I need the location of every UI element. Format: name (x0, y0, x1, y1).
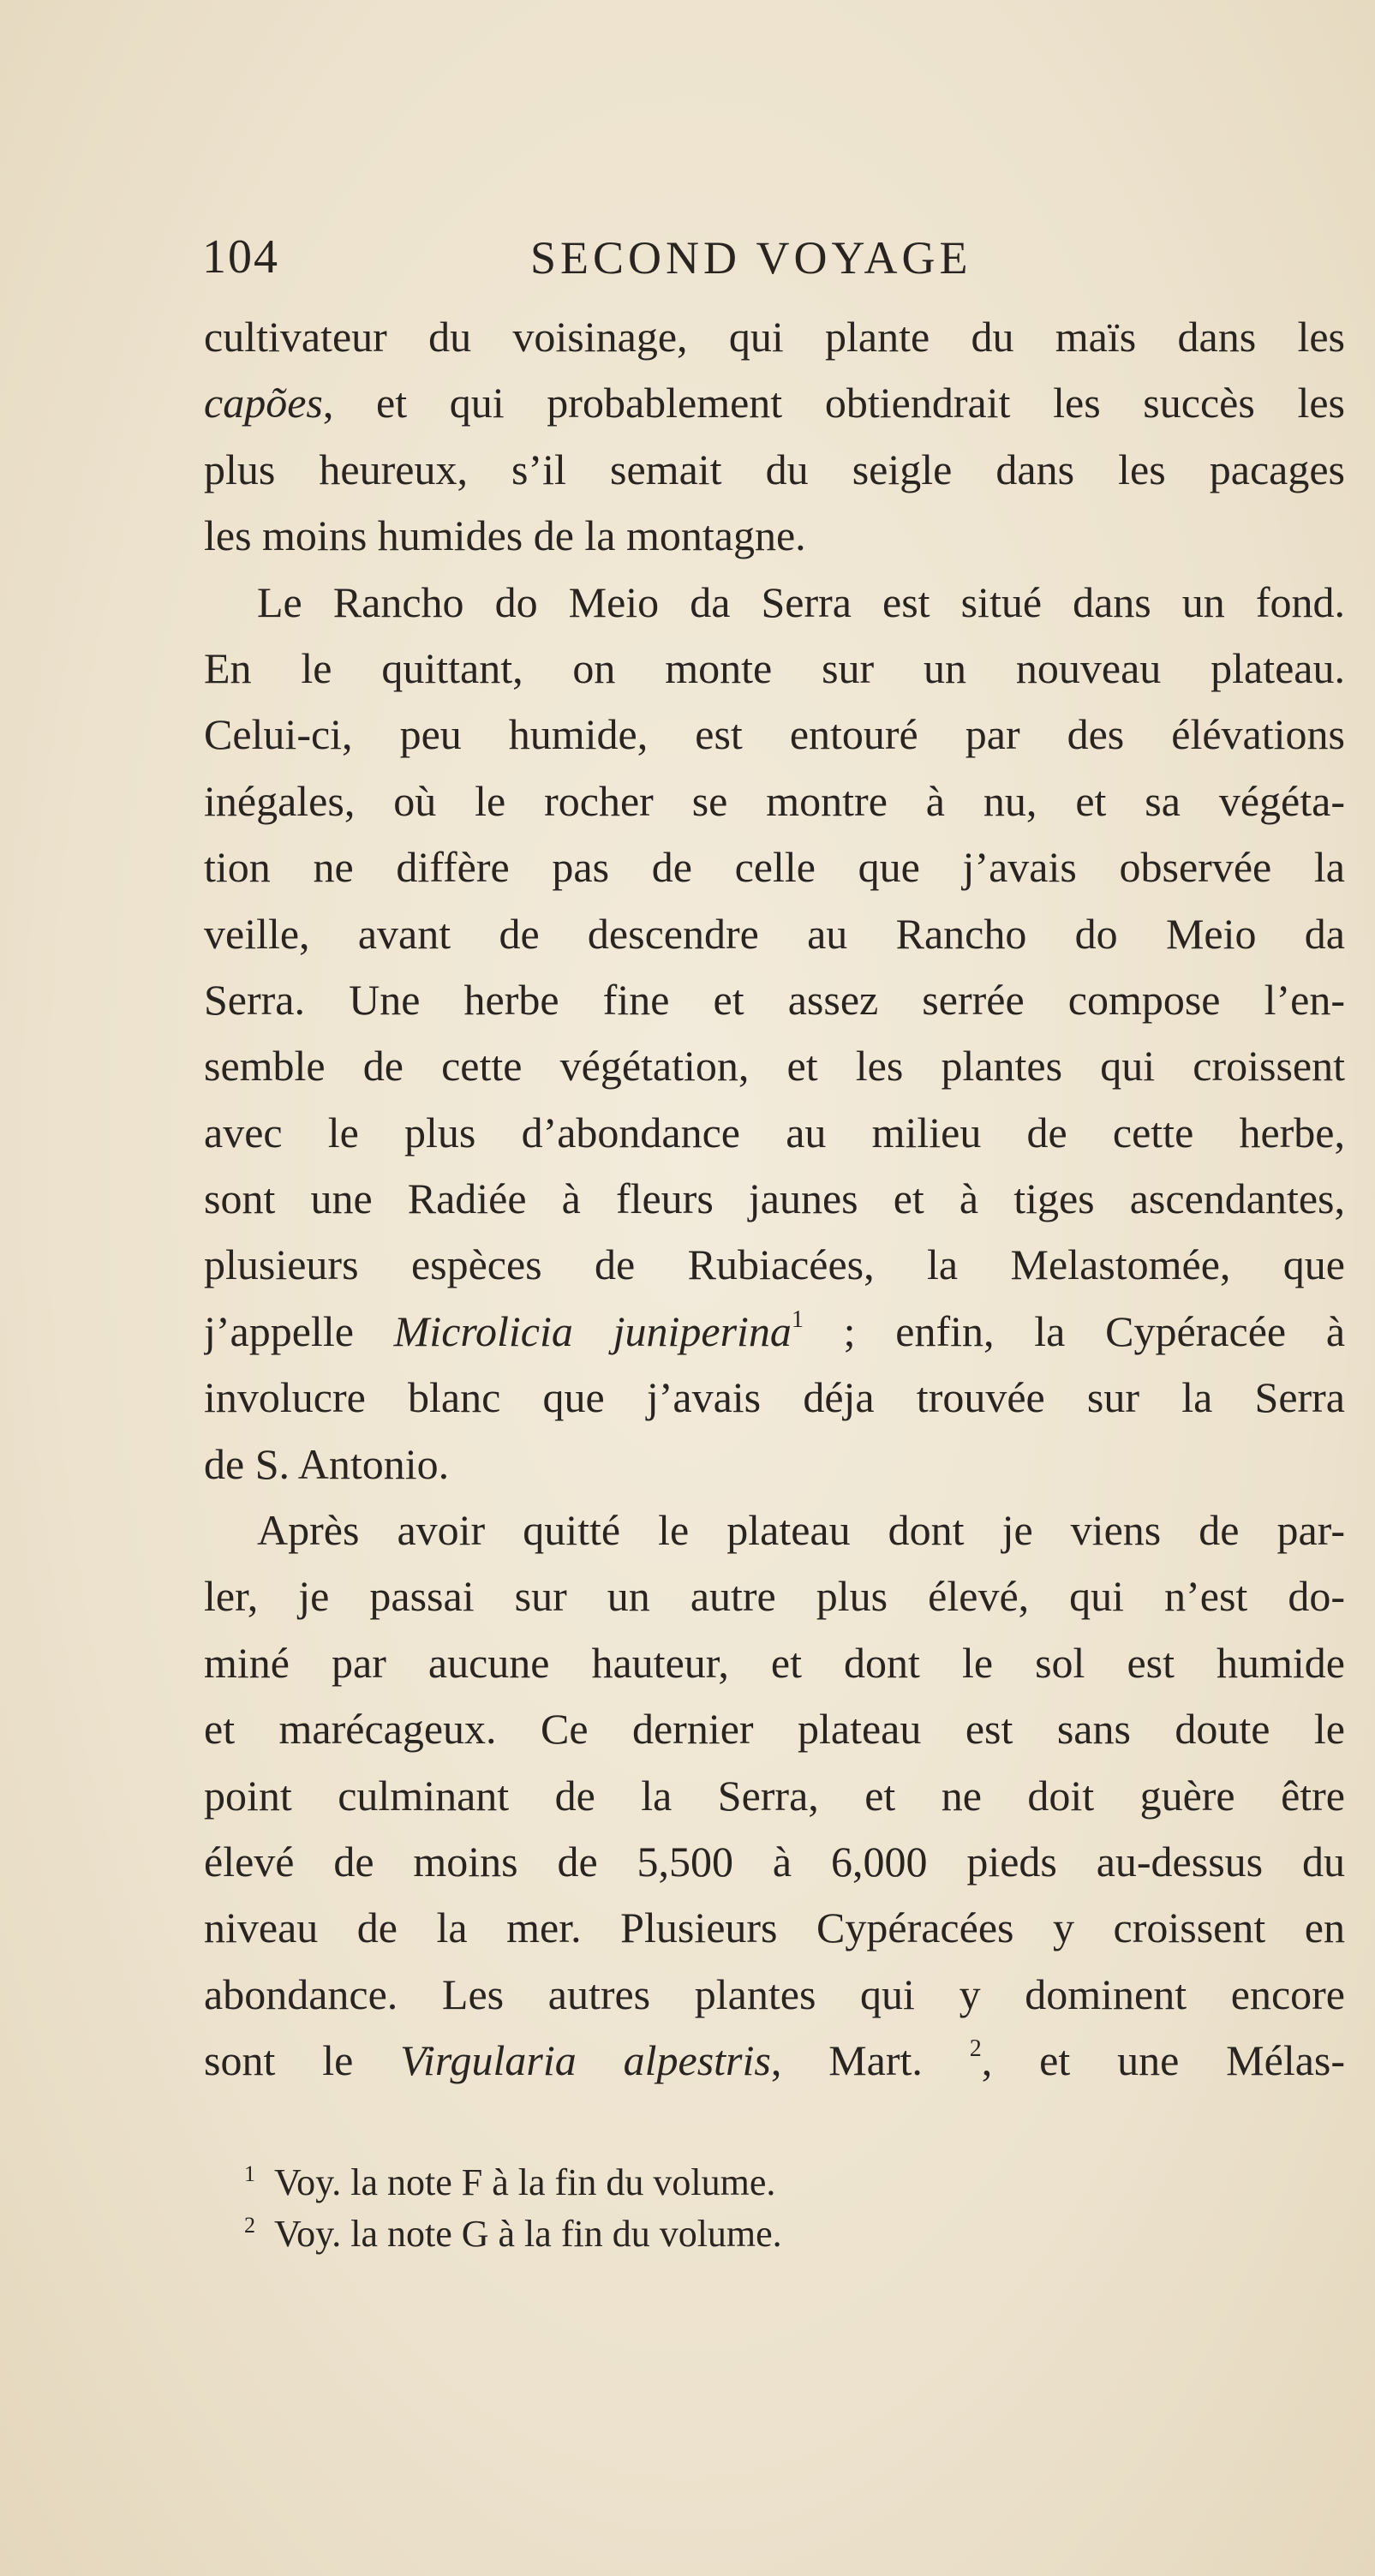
text-line: et marécageux. Ce dernier plateau est sans doute le (204, 1705, 1345, 1754)
paragraph-start: Le Rancho do Meio da Serra est situé dans un fond. (257, 577, 1345, 626)
footnote-reference: 2 (969, 2035, 982, 2063)
footnote-reference: 1 (791, 1306, 804, 1333)
footnotes (244, 2149, 1101, 2255)
text-line: sont une Radiée à fleurs jaunes et à tiges ascendantes, (204, 1174, 1345, 1223)
text-line: miné par aucune hauteur, et dont le sol est humide (204, 1638, 1345, 1687)
text-line: sont le Virgularia alpestris, Mart. $^2$, et une Mélas- (204, 2035, 1345, 2085)
text-line: de S. Antonio. (204, 1439, 450, 1488)
text-line: abondance. Les autres plantes qui y dominent encore (204, 1969, 1345, 2018)
text-line: plusieurs espèces de Rubiacées, la Melastomée, que (204, 1240, 1345, 1289)
page-number: 104 (202, 230, 279, 284)
text-line: élevé de moins de 5,500 à 6,000 pieds au-dessus du (204, 1837, 1345, 1886)
italic-term: capões (204, 379, 323, 427)
footnote-text: Voy. la note F à la fin du volume. (274, 2161, 776, 2203)
text-line: veille, avant de descendre au Rancho do Meio da (204, 909, 1345, 958)
footnote-mark: 2 (244, 2213, 255, 2238)
body-text (204, 304, 1345, 2095)
text-line: les moins humides de la montagne. (204, 511, 806, 560)
text-line: Celui-ci, peu humide, est entouré par des élévations (204, 710, 1345, 759)
text-line: j’appelle Microlicia juniperina$^1$ ; enfin, la Cypéracée à (204, 1306, 1345, 1355)
text-line: plus heureux, s’il semait du seigle dans les pacages (204, 445, 1345, 493)
text-line: avec le plus d’abondance au milieu de cette herbe, (204, 1108, 1345, 1157)
text-line: cultivateur du voisinage, qui plante du maïs dans les (204, 313, 1345, 361)
page-header (202, 230, 1350, 307)
text-line: tion ne diffère pas de celle que j’avais observée la (204, 843, 1345, 892)
text-line: semble de cette végétation, et les plantes qui croissent (204, 1042, 1345, 1091)
footnote-text: Voy. la note G à la fin du volume. (274, 2213, 782, 2255)
text-line: niveau de la mer. Plusieurs Cypéracées y croissent en (204, 1904, 1345, 1952)
text-line: Serra. Une herbe fine et assez serrée compose l’en- (204, 975, 1345, 1024)
footnote (244, 2200, 1101, 2255)
text-line: ler, je passai sur un autre plus élevé, qui n’est do- (204, 1572, 1345, 1621)
text-line: capões, et qui probablement obtiendrait les succès les (204, 379, 1345, 427)
running-head: SECOND VOYAGE (530, 232, 972, 284)
text-line: involucre blanc que j’avais déja trouvée sur la Serra (204, 1373, 1345, 1422)
footnote (244, 2149, 1101, 2203)
footnote-mark: 1 (244, 2161, 255, 2186)
italic-term: Microlicia juniperina (393, 1306, 792, 1355)
text-line: inégales, où le rocher se montre à nu, et sa végéta- (204, 776, 1345, 825)
paragraph-start: Après avoir quitté le plateau dont je viens de par- (257, 1506, 1345, 1555)
text-line: point culminant de la Serra, et ne doit guère être (204, 1771, 1345, 1820)
italic-term: Virgularia alpestris (400, 2036, 771, 2085)
text-line: En le quittant, on monte sur un nouveau plateau. (204, 643, 1345, 692)
